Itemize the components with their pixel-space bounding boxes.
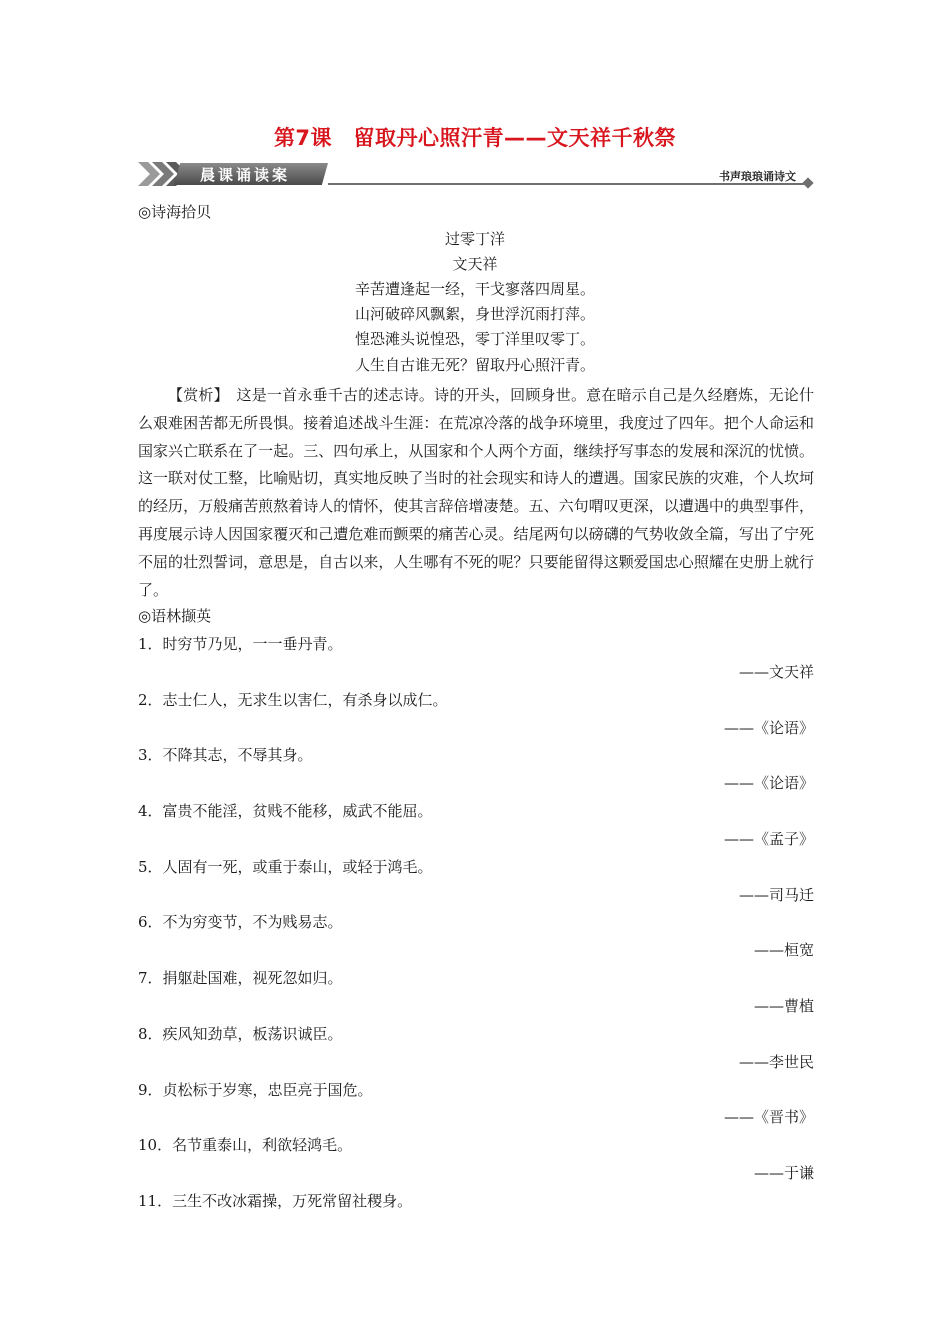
banner-right-text: 书声琅琅诵诗文 (719, 170, 796, 183)
quote-text: 6．不为穷变节，不为贱易志。 (138, 913, 343, 931)
section-heading-poetry: ◎诗海拾贝 (138, 203, 212, 221)
quote-source: ——曹植 (753, 997, 814, 1015)
poem-title: 过零丁洋 (444, 230, 505, 248)
section-banner (138, 160, 812, 188)
appreciation-paragraph: 【赏析】 这是一首永垂千古的述志诗。诗的开头，回顾身世。意在暗示自己是久经磨炼，无论什么艰难困苦都无所畏惧。接着追述战斗生涯：在荒凉冷落的战争环境里，我度过了四年。把个人命运和国家兴亡联系在了一起。三、四句承上，从国家和个人两个方面，继续抒写事态的发展和深沉的忧愤。这一联对仗工整，比喻贴切，真实地反映了当时的社会现实和诗人的遭遇。国家民族的灾难，个人坎坷的经历，万般痛苦煎熬着诗人的情怀，使其言辞倍增凄楚。五、六句喟叹更深，以遭遇中的典型事件，再度展示诗人因国家覆灭和己遭危难而颤栗的痛苦心灵。结尾两句以磅礴的气势收敛全篇，写出了宁死不屈的壮烈誓词，意思是，自古以来，人生哪有不死的呢？只要能留得这颗爱国忠心照耀在史册上就行了。 (138, 386, 814, 599)
quote-text: 10．名节重泰山，利欲轻鸿毛。 (138, 1136, 353, 1154)
quote-text: 2．志士仁人，无求生以害仁，有杀身以成仁。 (138, 691, 448, 709)
quote-source: ——司马迁 (738, 886, 814, 904)
quote-text: 3．不降其志，不辱其身。 (138, 746, 313, 764)
quote-source: ——《晋书》 (723, 1108, 814, 1126)
poem-line: 辛苦遭逢起一经，干戈寥落四周星。 (354, 280, 595, 298)
poem-line: 惶恐滩头说惶恐，零丁洋里叹零丁。 (354, 330, 595, 348)
quote-source: ——桓宽 (753, 941, 814, 959)
poem-line: 山河破碎风飘絮，身世浮沉雨打萍。 (354, 305, 595, 323)
section-heading-quotes: ◎语林撷英 (138, 607, 212, 625)
quote-text: 9．贞松标于岁寒，忠臣亮于国危。 (138, 1081, 373, 1099)
poem-author: 文天祥 (452, 255, 498, 273)
quote-text: 1．时穷节乃见，一一垂丹青。 (138, 635, 343, 653)
quote-source: ——《孟子》 (723, 830, 814, 848)
poem-line: 人生自古谁无死？留取丹心照汗青。 (354, 356, 595, 374)
quote-text: 5．人固有一死，或重于泰山，或轻于鸿毛。 (138, 858, 433, 876)
quote-source: ——《论语》 (723, 719, 814, 737)
lesson-title: 第7课 留取丹心照汗青——文天祥千秋祭 (273, 126, 677, 150)
quote-text: 4．富贵不能淫，贫贱不能移，威武不能屈。 (138, 802, 433, 820)
quote-text: 11．三生不改冰霜操，万死常留社稷身。 (138, 1192, 413, 1210)
quote-source: ——李世民 (738, 1053, 814, 1071)
quote-source: ——于谦 (753, 1164, 814, 1182)
quote-text: 7．捐躯赴国难，视死忽如归。 (138, 969, 343, 987)
diamond-icon (802, 177, 813, 188)
quote-source: ——文天祥 (738, 663, 814, 681)
quote-source: ——《论语》 (723, 774, 814, 792)
banner-badge-label: 晨课诵读案 (200, 166, 291, 184)
quote-text: 8．疾风知劲草，板荡识诚臣。 (138, 1025, 343, 1043)
